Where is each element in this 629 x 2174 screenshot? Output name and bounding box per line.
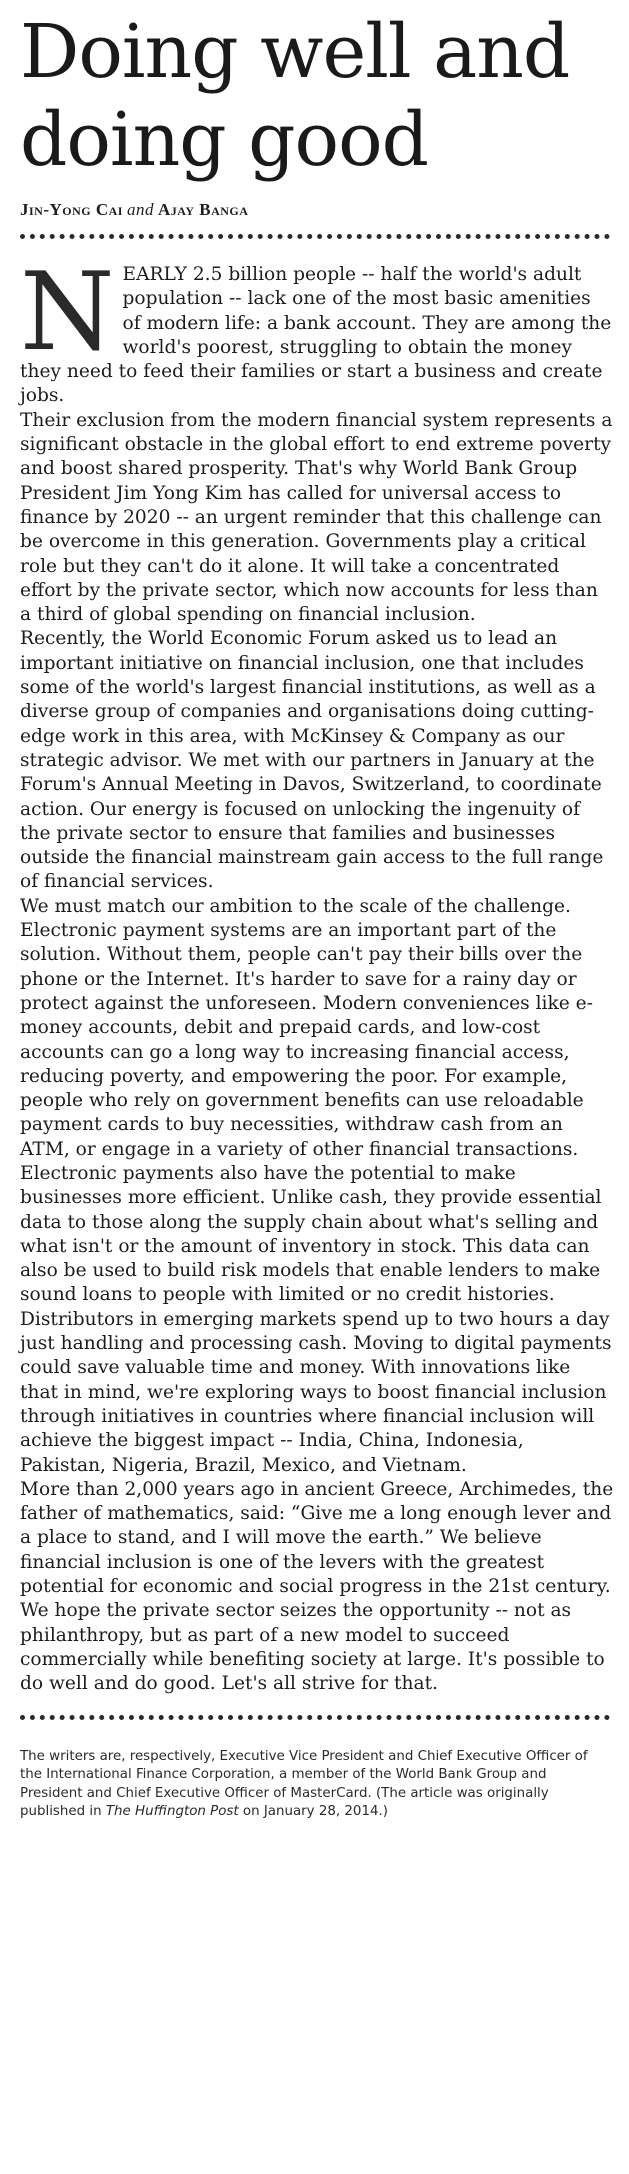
paragraph-5: Electronic payments also have the potential to make businesses more efficient. Unlike cash, they provide essential data to those along the supply chain about what's selling and what isn't or the amount of inventory in stock. This data can also be used to build risk models that enable lenders to make sound loans to people with limited or no credit histories. — [20, 1162, 602, 1306]
footnote-text-after: on January 28, 2014.) — [238, 1804, 388, 1820]
drop-cap: N — [20, 250, 115, 375]
article-page — [20, 8, 614, 1822]
top-dotted-divider — [20, 234, 610, 239]
footnote-publication: The Huffington Post — [105, 1804, 239, 1820]
headline-line-2: doing good — [20, 97, 428, 183]
author-2: Ajay Banga — [157, 200, 249, 219]
paragraph-6: Distributors in emerging markets spend up to two hours a day just handling and processing cash. Moving to digital payments could save valuable time and money. With innovations like that in mind, we're exploring ways to boost financial inclusion through initiatives in countries where financial inclusion will achieve the biggest impact -- India, China, Indonesia, Pakistan, Nigeria, Brazil, Mexico, and Vietnam. — [20, 1308, 612, 1476]
headline — [20, 8, 614, 184]
paragraph-1: EARLY 2.5 billion people -- half the world's adult population -- lack one of the most basic amenities of modern life: a bank account. They are among the world's poorest, struggling to obtain the money they need to feed their families or start a business and create jobs. — [20, 264, 612, 407]
paragraph-4: We must match our ambition to the scale of the challenge. Electronic payment systems are an important part of the solution. Without them, people can't pay their bills over the phone or the Internet. It's harder to save for a rainy day or protect against the unforeseen. Modern conveniences like e-money accounts, debit and prepaid cards, and low-cost accounts can go a long way to increasing financial access, reducing poverty, and empowering the poor. For example, people who rely on government benefits can use reloadable payment cards to buy necessities, withdraw cash from an ATM, or engage in a variety of other financial transactions. — [20, 895, 593, 1160]
headline-line-1: Doing well and — [20, 9, 570, 95]
bottom-dotted-divider — [20, 1715, 610, 1720]
paragraph-3: Recently, the World Economic Forum asked us to lead an important initiative on financial inclusion, one that includes some of the world's largest financial institutions, as well as a diverse group of companies and organisations doing cutting-edge work in this area, with McKinsey & Company as our strategic advisor. We met with our partners in January at the Forum's Annual Meeting in Davos, Switzerland, to coordinate action. Our energy is focused on unlocking the ingenuity of the private sector to ensure that families and businesses outside the financial mainstream gain access to the full range of financial services. — [20, 628, 604, 893]
footnote-text-before: The writers are, respectively, Executive Vice President and Chief Executive Officer of the International Finance Corporation, a member of the World Bank Group and President and Chief Executive Officer of MasterCard. (The article was originally published in — [20, 1748, 588, 1820]
author-footnote — [20, 1748, 614, 1822]
byline-conjunction: and — [126, 200, 154, 219]
byline — [20, 200, 614, 220]
paragraph-2: Their exclusion from the modern financial system represents a significant obstacle in the global effort to end extreme poverty and boost shared prosperity. That's why World Bank Group President Jim Yong Kim has called for universal access to finance by 2020 -- an urgent reminder that this challenge can be overcome in this generation. Governments play a critical role but they can't do it alone. It will take a concentrated effort by the private sector, which now accounts for less than a third of global spending on financial inclusion. — [20, 409, 613, 626]
paragraph-8: We hope the private sector seizes the opportunity -- not as philanthropy, but as part of a new model to succeed commercially while benefiting society at large. It's possible to do well and do good. Let's all strive for that. — [20, 1600, 605, 1695]
author-1: Jin-Yong Cai — [20, 200, 123, 219]
paragraph-7: More than 2,000 years ago in ancient Greece, Archimedes, the father of mathematics, said: “Give me a long enough lever and a place to stand, and I will move the earth.” We believe financial inclusion is one of the levers with the greatest potential for economic and social progress in the 21st century. — [20, 1478, 614, 1598]
article-body — [20, 250, 614, 1697]
